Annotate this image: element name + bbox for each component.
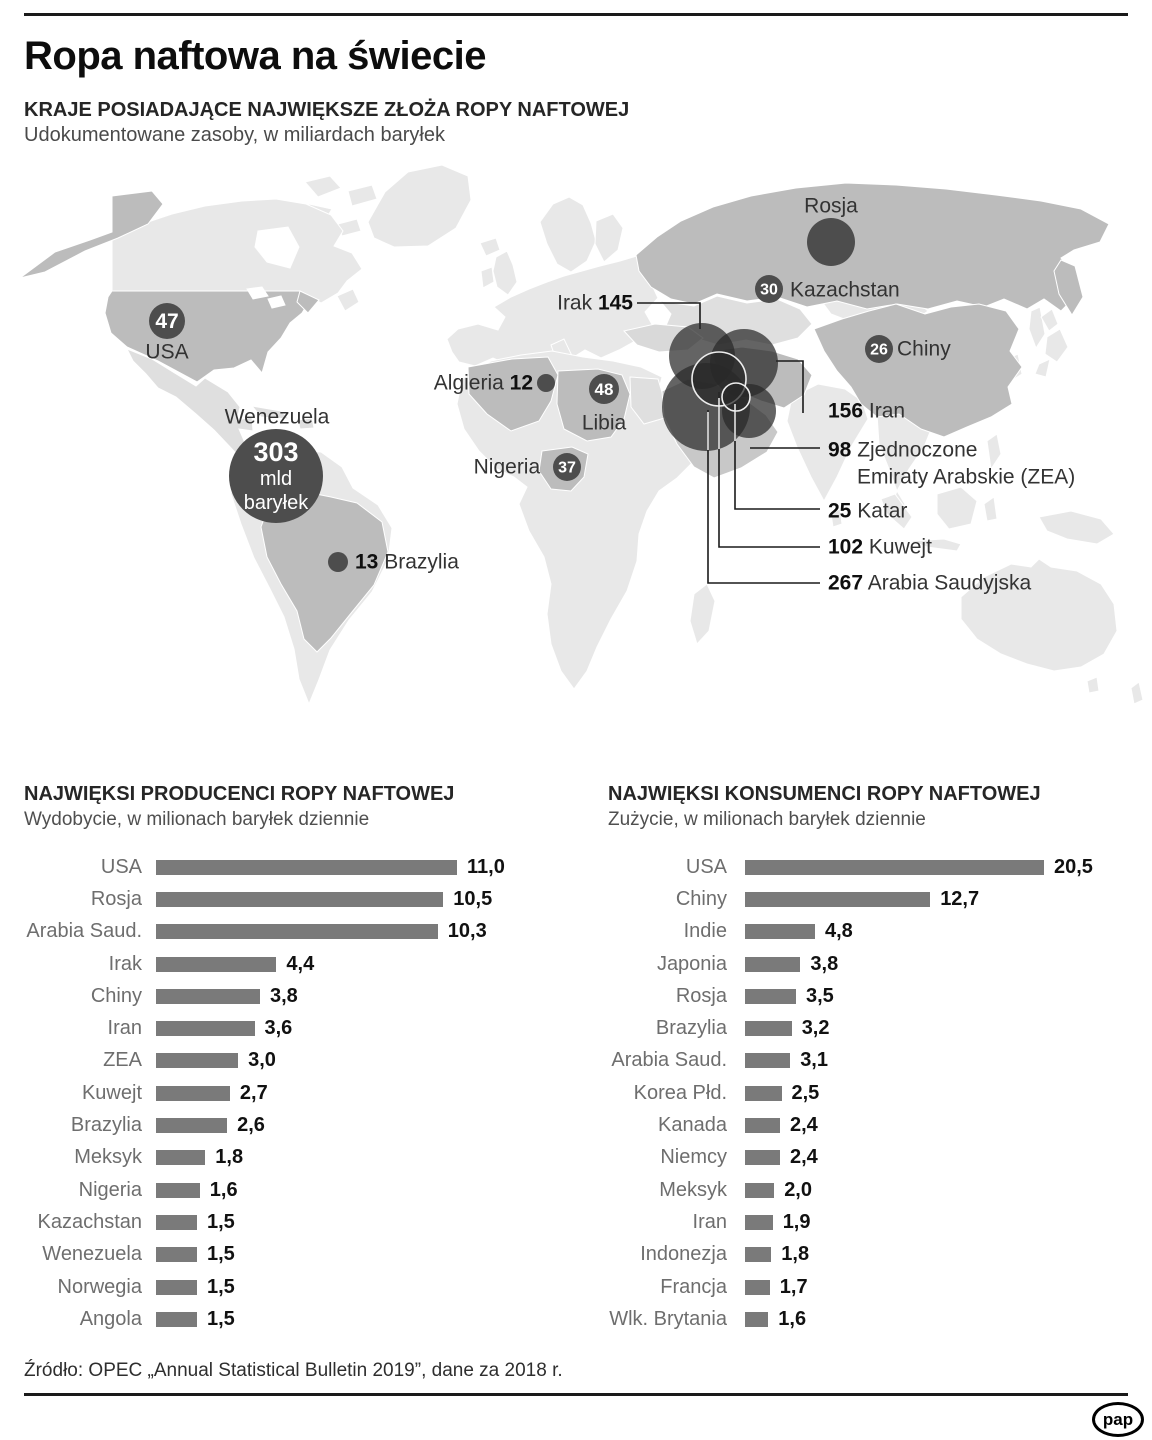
katar-value: 25	[828, 499, 852, 523]
libia-text: Libia	[581, 411, 627, 435]
zea-line1-text: Zjednoczone	[851, 438, 978, 462]
bar-label: USA	[100, 855, 142, 878]
producers-chart-subtitle: Wydobycie, w milionach baryłek dziennie	[24, 809, 370, 830]
bar-row-niemcy	[608, 1142, 1152, 1174]
bar-value: 2,4	[790, 1146, 818, 1169]
bar-value: 1,5	[207, 1307, 235, 1330]
madagascar	[690, 584, 715, 644]
bar-row-japonia	[608, 948, 1152, 980]
bar	[745, 892, 930, 907]
bar-label: Rosja	[90, 887, 142, 910]
bar-row-rosja	[24, 883, 584, 915]
bar-row-meksyk	[24, 1142, 584, 1174]
usa-text: USA	[145, 340, 189, 364]
bar-row-chiny	[24, 980, 584, 1012]
bar-row-meksyk	[608, 1174, 1152, 1206]
bar	[745, 1118, 780, 1133]
wenezuela-bubble-text-2: baryłek	[243, 492, 309, 514]
australia	[961, 559, 1117, 671]
bar-label: Iran	[107, 1017, 142, 1040]
kuwejt-value: 102	[828, 535, 864, 559]
bar-value: 2,6	[237, 1114, 265, 1137]
bar	[745, 1183, 774, 1198]
bar	[745, 1280, 770, 1295]
newfoundland	[337, 289, 359, 311]
bar	[156, 1053, 238, 1068]
bottom-divider	[24, 1393, 1128, 1396]
source-note: Źródło: OPEC „Annual Statistical Bulletin 2019”, dane za 2018 r.	[24, 1360, 563, 1381]
bar-row-usa	[608, 851, 1152, 883]
bar-row-wlk-brytania	[608, 1303, 1152, 1335]
bar-value: 2,0	[784, 1178, 812, 1201]
katar-bubble	[722, 383, 750, 411]
india	[787, 384, 868, 501]
pap-logo: pap	[1092, 1402, 1144, 1437]
usa-bubble-value: 47	[155, 310, 179, 334]
bar-value: 2,5	[791, 1081, 820, 1104]
brazylia-text: Brazylia	[378, 550, 459, 574]
wenezuela-bubble-text-1: mld	[259, 468, 293, 490]
bar-label: Francja	[660, 1275, 727, 1298]
bar-value: 1,5	[207, 1210, 235, 1233]
map-section-title: KRAJE POSIADAJĄCE NAJWIĘKSZE ZŁOŻA ROPY NAFTOWEJ	[24, 99, 630, 121]
bar	[745, 1215, 773, 1230]
bar-row-arabia-saud-	[24, 916, 584, 948]
irak-text: Irak	[557, 291, 598, 315]
bar-label: Irak	[108, 952, 142, 975]
iceland	[480, 238, 500, 256]
bar-row-angola	[24, 1303, 584, 1335]
philippines	[987, 434, 1001, 469]
bar-label: Rosja	[675, 984, 727, 1007]
greenland	[368, 165, 471, 247]
bar-row-brazylia	[608, 1012, 1152, 1044]
new-guinea	[1039, 511, 1114, 544]
arabia-saudyjska-text: Arabia Saudyjska	[863, 571, 1032, 595]
bar-value: 3,6	[264, 1017, 293, 1040]
java	[910, 539, 961, 551]
bar	[156, 1021, 255, 1036]
bar-row-arabia-saud-	[608, 1045, 1152, 1077]
bar-value: 1,6	[778, 1307, 807, 1330]
rosja-text: Rosja	[804, 194, 858, 218]
bar-row-iran	[24, 1012, 584, 1044]
kazachstan-text: Kazachstan	[790, 278, 900, 302]
consumers-chart-rows	[608, 851, 1152, 1335]
bar-value: 3,1	[800, 1049, 828, 1072]
borneo	[937, 487, 977, 529]
page-title: Ropa naftowa na świecie	[24, 34, 486, 78]
bar	[156, 989, 260, 1004]
bar-row-rosja	[608, 980, 1152, 1012]
bar-label: Iran	[692, 1210, 727, 1233]
sumatra	[881, 494, 912, 529]
finland	[595, 214, 623, 262]
bar-label: Korea Płd.	[633, 1081, 727, 1104]
bar	[156, 1215, 197, 1230]
producers-chart	[24, 783, 584, 1335]
cuba	[252, 406, 289, 419]
brazylia-value: 13	[355, 550, 379, 574]
bar-value: 1,7	[779, 1275, 808, 1298]
bar-row-korea-p-d-	[608, 1077, 1152, 1109]
bar	[156, 1280, 197, 1295]
bar	[745, 860, 1044, 875]
bar-row-irak	[24, 948, 584, 980]
bar	[745, 1086, 782, 1101]
bar-label: Wlk. Brytania	[609, 1307, 727, 1330]
chiny-bubble-value: 26	[870, 341, 888, 359]
bar-row-brazylia	[24, 1109, 584, 1141]
new-zealand	[1131, 682, 1143, 704]
kuwejt-text: Kuwejt	[863, 535, 932, 559]
bar-label: Arabia Saud.	[611, 1049, 727, 1072]
bar-label: Niemcy	[660, 1146, 727, 1169]
chiny-text: Chiny	[897, 337, 951, 361]
bar-value: 10,5	[453, 887, 493, 910]
bar	[156, 892, 443, 907]
bar-row-indie	[608, 916, 1152, 948]
bar-label: Nigeria	[78, 1178, 142, 1201]
bar-value: 1,9	[782, 1210, 811, 1233]
bar-value: 1,5	[207, 1243, 235, 1266]
bar-label: Brazylia	[655, 1017, 727, 1040]
rosja-bubble	[807, 218, 855, 266]
bar-value: 4,8	[825, 920, 853, 943]
reserve-bubbles-cluster	[662, 323, 778, 451]
bar	[745, 1312, 768, 1327]
russia-country	[636, 183, 1109, 311]
bar	[745, 1247, 771, 1262]
bar-value: 1,6	[209, 1178, 238, 1201]
irak-value: 145	[597, 291, 633, 315]
arabia-saudyjska-value: 267	[828, 571, 864, 595]
bar-row-kazachstan	[24, 1206, 584, 1238]
bar-value: 1,8	[781, 1243, 810, 1266]
bar-label: Norwegia	[57, 1275, 142, 1298]
bar	[745, 1021, 792, 1036]
sakhalin	[1029, 307, 1045, 348]
producers-chart-rows	[24, 851, 584, 1335]
bar-value: 3,5	[806, 984, 834, 1007]
bar	[156, 1312, 197, 1327]
zea-line2-text: Emiraty Arabskie (ZEA)	[857, 465, 1076, 489]
world-map	[0, 160, 1152, 780]
bar-row-indonezja	[608, 1239, 1152, 1271]
bar	[156, 1247, 197, 1262]
producers-chart-title: NAJWIĘKSI PRODUCENCI ROPY NAFTOWEJ	[24, 783, 455, 805]
bar	[156, 860, 457, 875]
bar-label: Arabia Saud.	[26, 920, 142, 943]
bar-value: 20,5	[1054, 855, 1093, 878]
bar	[156, 924, 438, 939]
libia-bubble-value: 48	[594, 380, 614, 399]
bar-row-kanada	[608, 1109, 1152, 1141]
bar-label: USA	[685, 855, 727, 878]
brazylia-bubble	[328, 552, 348, 572]
bar-row-chiny	[608, 883, 1152, 915]
bar	[156, 1150, 205, 1165]
bar-label: Chiny	[675, 887, 727, 910]
bar-value: 3,8	[270, 984, 298, 1007]
bar	[156, 957, 276, 972]
bar-row-usa	[24, 851, 584, 883]
uk	[493, 251, 517, 295]
bar	[745, 1053, 790, 1068]
bar-label: Kuwejt	[81, 1081, 142, 1104]
bar-value: 12,7	[940, 887, 980, 910]
bar-label: Japonia	[656, 952, 727, 975]
bar-value: 2,4	[790, 1114, 818, 1137]
bar-label: Meksyk	[659, 1178, 727, 1201]
bar-value: 3,0	[248, 1049, 276, 1072]
consumers-chart-title: NAJWIĘKSI KONSUMENCI ROPY NAFTOWEJ	[608, 783, 1041, 805]
bar-label: Wenezuela	[42, 1243, 142, 1266]
bar-row-francja	[608, 1271, 1152, 1303]
bar-row-nigeria	[24, 1174, 584, 1206]
bar-value: 11,0	[467, 855, 505, 878]
ireland	[481, 267, 494, 288]
bar-row-iran	[608, 1206, 1152, 1238]
bar-row-kuwejt	[24, 1077, 584, 1109]
algieria-value: 12	[509, 371, 533, 395]
nigeria-text: Nigeria	[473, 455, 546, 479]
katar-text: Katar	[851, 499, 908, 523]
kazachstan-bubble-value: 30	[760, 281, 778, 299]
bar-label: Chiny	[90, 984, 142, 1007]
consumers-chart-subtitle: Zużycie, w milionach baryłek dziennie	[608, 809, 926, 830]
bar-value: 1,8	[215, 1146, 244, 1169]
bar-value: 4,4	[286, 952, 315, 975]
bar-label: Kazachstan	[37, 1210, 142, 1233]
bar-label: Brazylia	[70, 1114, 142, 1137]
tasmania	[1087, 677, 1099, 693]
algieria-bubble	[537, 374, 555, 392]
bar-label: Meksyk	[74, 1146, 142, 1169]
bar-value: 2,7	[239, 1081, 268, 1104]
iran-value: 156	[828, 399, 864, 423]
bar-label: Kanada	[658, 1114, 727, 1137]
bar-label: Indonezja	[640, 1243, 727, 1266]
bar-value: 3,2	[801, 1017, 830, 1040]
scandinavia	[540, 197, 596, 272]
bar	[156, 1086, 230, 1101]
bar-row-norwegia	[24, 1271, 584, 1303]
bar-row-zea	[24, 1045, 584, 1077]
wenezuela-bubble-text-0: 303	[253, 437, 299, 467]
bar-label: Indie	[683, 920, 727, 943]
bar	[745, 989, 796, 1004]
nigeria-bubble-value: 37	[558, 459, 576, 477]
zea-line1-value: 98	[828, 438, 852, 462]
iran-text: Iran	[863, 399, 906, 423]
bar-row-wenezuela	[24, 1239, 584, 1271]
bar	[745, 1150, 780, 1165]
bar	[156, 1118, 227, 1133]
wenezuela-text: Wenezuela	[224, 405, 330, 429]
algieria-text: Algieria	[433, 371, 510, 395]
bar-value: 1,5	[207, 1275, 235, 1298]
bar	[156, 1183, 200, 1198]
bar-value: 10,3	[447, 920, 487, 943]
bar	[745, 957, 800, 972]
bar-label: Angola	[79, 1307, 142, 1330]
bar	[745, 924, 815, 939]
bar-value: 3,8	[810, 952, 839, 975]
consumers-chart	[608, 783, 1152, 1335]
map-section-subtitle: Udokumentowane zasoby, w miliardach baryłek	[24, 124, 445, 146]
bar-label: ZEA	[103, 1049, 142, 1072]
